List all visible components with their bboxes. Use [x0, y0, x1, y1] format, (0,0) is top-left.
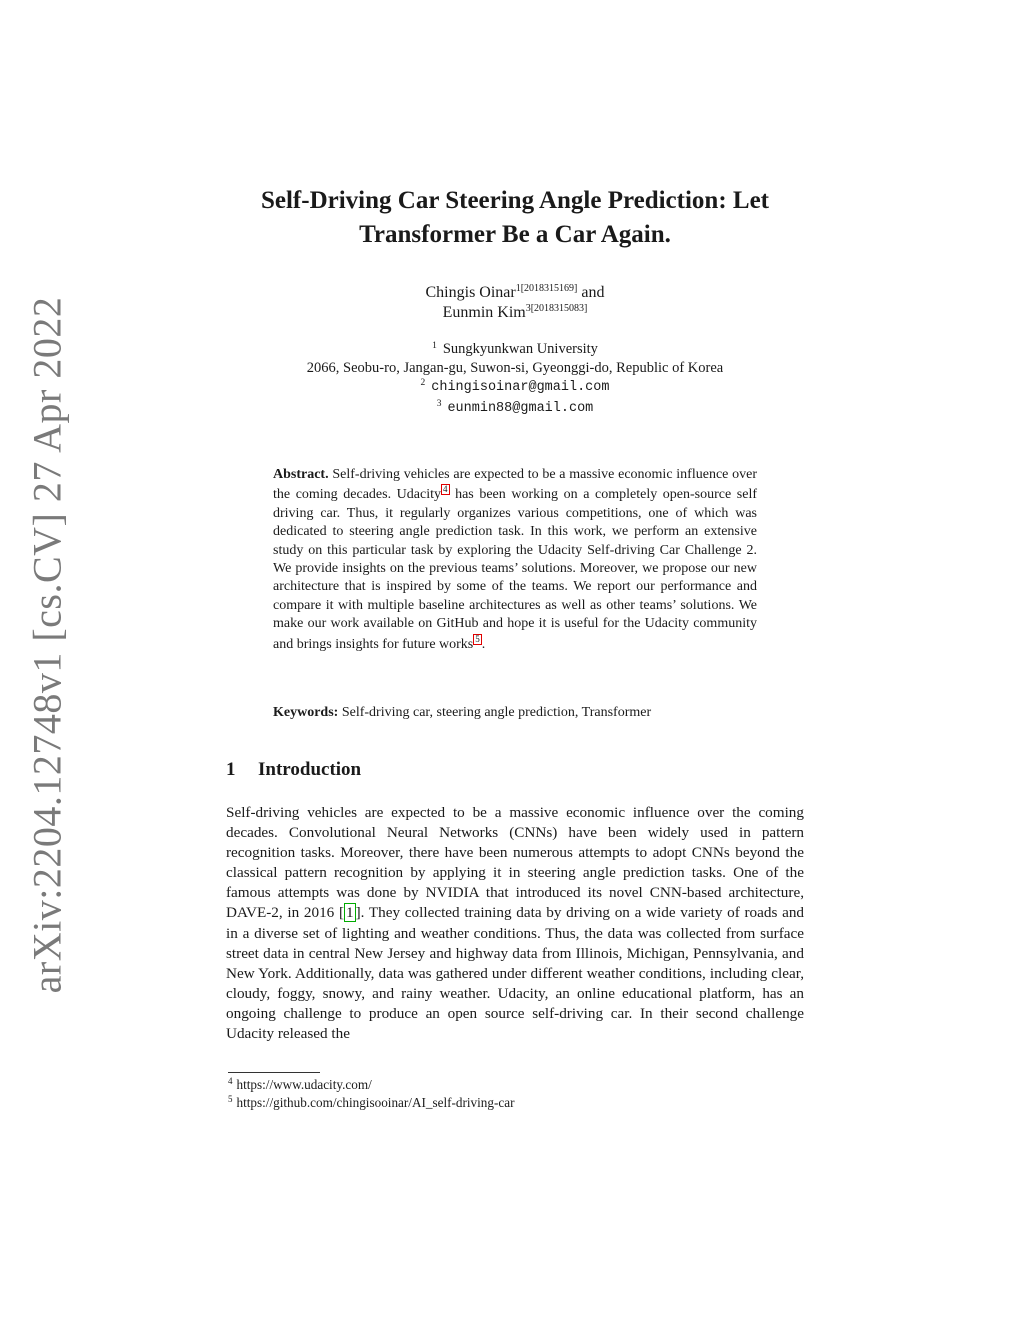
body-text-part-1: Self-driving vehicles are expected to be a massive economic influence over the coming decades. Convolutional Neural Networks (CNNs) have been widely used in pattern recognition tasks. Moreover, there have been numerous attempts to adopt CNNs beyond the classical pattern recognition by applying it in steering angle prediction tasks. One of the famous attempts was done by NVIDIA that introduced its novel CNN-based architecture, DAVE-2, in 2016 [	[226, 804, 804, 922]
body-text-part-2: ]. They collected training data by driving on a wide variety of roads and in a diverse set of lighting and weather conditions. Thus, the data was collected from surface street data in central New Jersey and highway data from Illinois, Michigan, Pennsylvania, and New York. Additionally, data was gathered under different weather conditions, including clear, cloudy, foggy, snowy, and rainy weather. Udacity, an online educational platform, has an ongoing challenge to produce an open source self-driving car. In their second challenge Udacity released the	[226, 904, 805, 1043]
affiliation-block	[200, 340, 830, 418]
author-affiliation-mark: 3[2018315083]	[525, 303, 588, 314]
arxiv-identifier-stamp: arXiv:2204.12748v1 [cs.CV] 27 Apr 2022	[24, 296, 70, 994]
email-link-2[interactable]: eunmin88@gmail.com	[447, 400, 594, 416]
section-heading-introduction	[226, 758, 361, 782]
institution-line	[200, 340, 830, 359]
email-mark: 3	[436, 398, 442, 409]
citation-link-1[interactable]: 1	[346, 904, 354, 922]
footnote-divider	[228, 1072, 320, 1073]
abstract-section	[273, 466, 757, 654]
author-line-1	[200, 283, 830, 303]
paper-title-line-2: Transformer Be a Car Again.	[359, 221, 671, 248]
institution-address: 2066, Seobu-ro, Jangan-gu, Suwon-si, Gyeonggi-do, Republic of Korea	[306, 359, 724, 376]
institution-mark: 1	[432, 341, 437, 351]
email-line-1	[200, 377, 830, 398]
author-name: Chingis Oinar	[425, 284, 516, 301]
footnote-link-4[interactable]: 4	[443, 484, 448, 495]
author-affiliation-mark: 1[2018315169]	[515, 283, 578, 294]
author-line-2	[200, 303, 830, 323]
keywords-label: Keywords:	[273, 705, 339, 720]
abstract-text-part-1: Self-driving vehicles are expected to be a massive economic influence over the coming decades. Udacity	[273, 467, 757, 503]
footnote-4	[228, 1076, 514, 1094]
keywords-text: Self-driving car, steering angle prediction, Transformer	[341, 705, 652, 720]
author-conjunction: and	[577, 284, 605, 301]
footnote-5	[228, 1094, 514, 1112]
author-name: Eunmin Kim	[442, 304, 526, 321]
footnote-mark: 5	[228, 1094, 233, 1104]
author-list	[200, 283, 830, 323]
footnote-url-udacity[interactable]: https://www.udacity.com/	[236, 1077, 372, 1092]
email-line-2	[200, 398, 830, 419]
footnote-mark: 4	[228, 1076, 233, 1086]
section-title: Introduction	[258, 759, 362, 780]
institution-name: Sungkyunkwan University	[442, 341, 598, 357]
introduction-body	[226, 803, 804, 1044]
footnote-url-github[interactable]: https://github.com/chingisooinar/AI_self-driving-car	[236, 1095, 515, 1110]
footnote-link-5[interactable]: 5	[475, 633, 480, 644]
abstract-paragraph	[273, 466, 757, 654]
abstract-text-end: .	[481, 636, 486, 652]
footnotes-block	[228, 1076, 514, 1112]
email-link-1[interactable]: chingisoinar@gmail.com	[431, 380, 610, 395]
abstract-text-part-2: has been working on a completely open-source self driving car. Thus, it regularly organizes various competitions, one of which was dedicated to steering angle prediction task. In this work, we perform an extensive study on this particular task by exploring the Udacity Self-driving Car Challenge 2. We provide insights on the previous teams’ solutions. Moreover, we propose our new architecture that is inspired by some of the teams. We report our performance and compare it with multiple baseline architectures as well as other teams’ solutions. We make our work available on GitHub and hope it is useful for the Udacity community and brings insights for future works	[273, 487, 758, 652]
paper-title	[200, 184, 830, 252]
abstract-label: Abstract.	[273, 467, 329, 482]
body-paragraph	[226, 803, 804, 1044]
keywords-section	[273, 704, 757, 722]
section-number: 1	[226, 759, 236, 780]
paper-title-line-1: Self-Driving Car Steering Angle Prediction: Let	[260, 187, 770, 214]
email-mark: 2	[420, 378, 426, 388]
